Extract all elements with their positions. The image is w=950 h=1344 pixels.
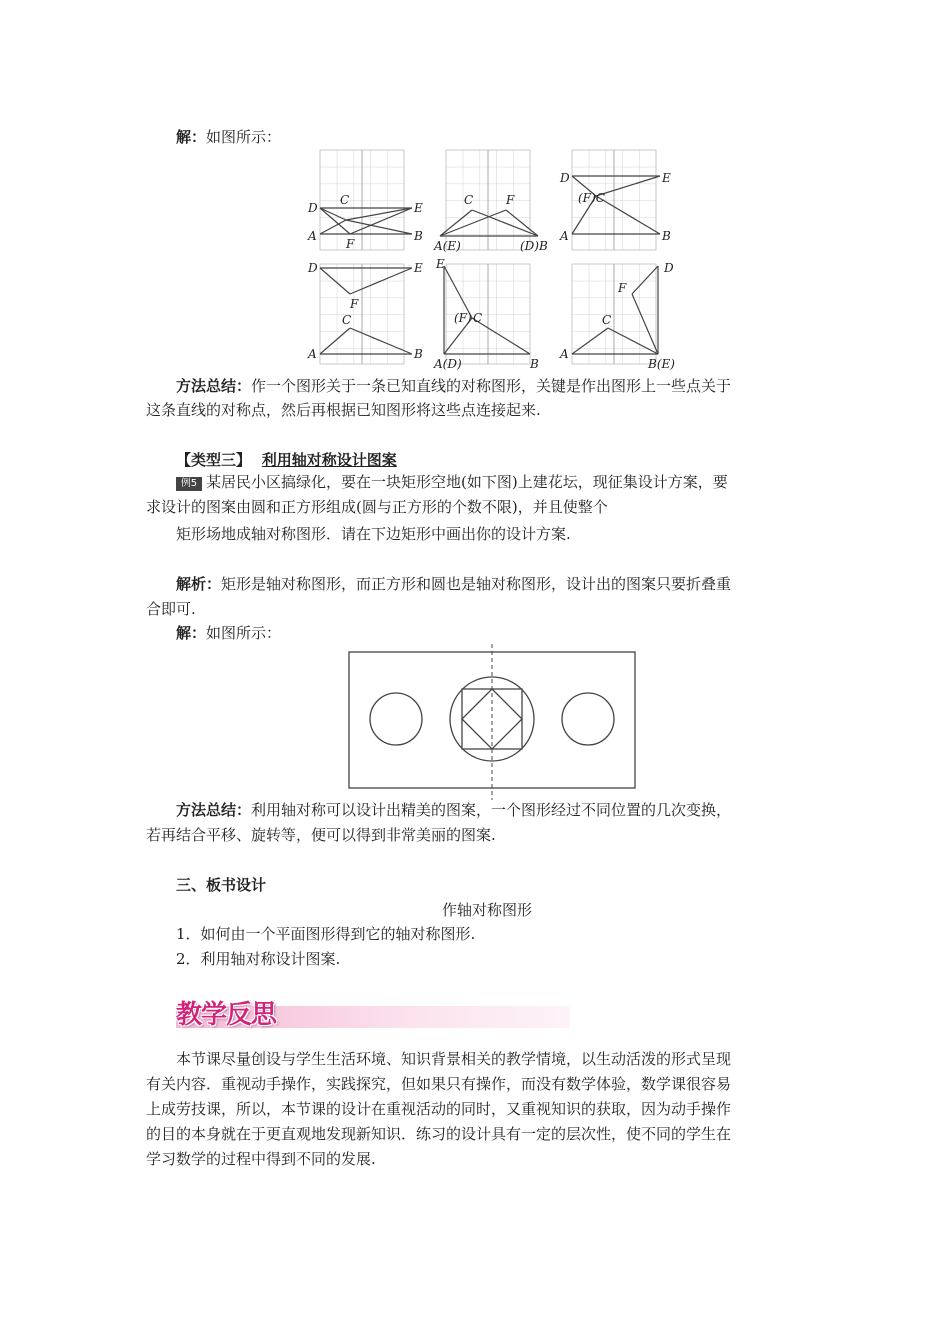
panel-5: [433, 257, 539, 371]
type3-title: 利用轴对称设计图案: [261, 451, 397, 469]
reflection-line1: 本节课尽量创设与学生生活环境、知识背景相关的教学情境，以生动活泼的形式呈现: [176, 1050, 732, 1068]
p4-label-a: A: [308, 347, 317, 361]
example-badge: 例5: [176, 477, 202, 491]
center-square: [462, 689, 522, 749]
panel-4: [307, 261, 423, 364]
method-summary-1-label: 方法总结：: [176, 377, 252, 395]
method-summary-2-line1: [176, 799, 731, 821]
panel-6: [559, 261, 675, 371]
left-circle: [370, 693, 422, 745]
p3-label-b: B: [662, 229, 671, 243]
p3-label-e: E: [662, 171, 671, 185]
p4-label-c: C: [342, 313, 352, 327]
p1-label-d: D: [308, 201, 318, 215]
reflection-banner-title: 教学反思: [176, 1000, 277, 1030]
flower-bed-design-figure: [346, 644, 638, 800]
right-circle: [562, 693, 614, 745]
p2-label-ae: A(E): [434, 239, 461, 253]
answer-text-2: 如图所示：: [206, 624, 282, 642]
analysis-text1: 矩形是轴对称图形，而正方形和圆也是轴对称图形，设计出的图案只要折叠重: [221, 575, 732, 593]
method-summary-1-line1: [176, 375, 731, 397]
p1-label-c: C: [340, 193, 350, 207]
board-design-heading: 三、板书设计: [176, 876, 267, 894]
answer-line-1: [176, 126, 281, 148]
p6-label-c: C: [602, 313, 612, 327]
p6-label-be: B(E): [648, 357, 675, 371]
reflection-banner: [176, 994, 570, 1028]
p2-label-c: C: [464, 193, 474, 207]
p5-label-ad: A(D): [434, 357, 462, 371]
p5-label-b: B: [530, 357, 539, 371]
example5-line1: [176, 471, 728, 493]
p6-label-f: F: [618, 281, 627, 295]
center-diamond: [462, 689, 522, 749]
reflection-line4: 的目的本身就在于更直观地发现新知识．练习的设计具有一定的层次性，使不同的学生在: [146, 1125, 732, 1143]
reflection-line3: 上成劳技课，所以，本节课的设计在重视活动的同时，又重视知识的获取，因为动手操作: [146, 1100, 732, 1118]
analysis-line1: [176, 573, 731, 595]
p1-label-b: B: [414, 229, 423, 243]
p1-label-f: F: [346, 237, 355, 251]
p3-label-a: A: [560, 229, 569, 243]
board-design-title: 作轴对称图形: [442, 901, 533, 919]
example5-text1: 某居民小区搞绿化，要在一块矩形空地(如下图)上建花坛，现征集设计方案，要: [206, 473, 728, 491]
method-summary-2-label: 方法总结：: [176, 801, 252, 819]
method-summary-2-line2: 若再结合平移、旋转等，便可以得到非常美丽的图案.: [146, 826, 496, 844]
p5-label-c: C: [473, 311, 483, 325]
p4-label-f: F: [350, 297, 359, 311]
panel-1: [307, 150, 423, 251]
analysis-line2: 合即可.: [146, 600, 196, 618]
type3-tag: 【类型三】: [176, 451, 252, 469]
p5-label-f: (F): [454, 311, 472, 325]
method-summary-1-text: 作一个图形关于一条已知直线的对称图形，关键是作出图形上一些点关于: [251, 377, 732, 395]
panel-3: [559, 150, 671, 250]
board-design-item2: 2．利用轴对称设计图案.: [176, 950, 341, 968]
analysis-label: 解析：: [176, 575, 222, 593]
p6-label-d: D: [664, 261, 674, 275]
method-summary-2-text: 利用轴对称可以设计出精美的图案，一个图形经过不同位置的几次变换，: [251, 801, 732, 819]
p1-label-a: A: [308, 229, 317, 243]
board-design-item1: 1．如何由一个平面图形得到它的轴对称图形.: [176, 925, 476, 943]
answer-label-2: 解：: [176, 624, 207, 642]
p5-label-e: E: [436, 257, 445, 271]
reflection-line5: 学习数学的过程中得到不同的发展.: [146, 1150, 376, 1168]
example5-line2: 求设计的图案由圆和正方形组成(圆与正方形的个数不限)，并且使整个: [146, 498, 608, 516]
symmetry-figure-grid: [300, 148, 684, 374]
p2-label-db: (D)B: [520, 239, 548, 253]
type3-heading: [176, 449, 397, 471]
reflection-line2: 有关内容．重视动手操作，实践探究，但如果只有操作，而没有数学体验，数学课很容易: [146, 1075, 732, 1093]
method-summary-1-line2: 这条直线的对称点，然后再根据已知图形将这些点连接起来.: [146, 401, 541, 419]
p4-label-d: D: [308, 261, 318, 275]
answer-label: 解：: [176, 128, 207, 146]
answer-text: 如图所示：: [206, 128, 282, 146]
p3-label-d: D: [560, 171, 570, 185]
p3-label-fc: (F)C: [578, 191, 605, 205]
panel-2: [433, 150, 548, 253]
example5-line3: 矩形场地成轴对称图形．请在下边矩形中画出你的设计方案.: [176, 525, 571, 543]
p6-label-a: A: [560, 347, 569, 361]
p4-label-e: E: [414, 261, 423, 275]
answer-line-2: [176, 622, 281, 644]
p4-label-b: B: [414, 347, 423, 361]
p1-label-e: E: [414, 201, 423, 215]
p2-label-f: F: [506, 193, 515, 207]
